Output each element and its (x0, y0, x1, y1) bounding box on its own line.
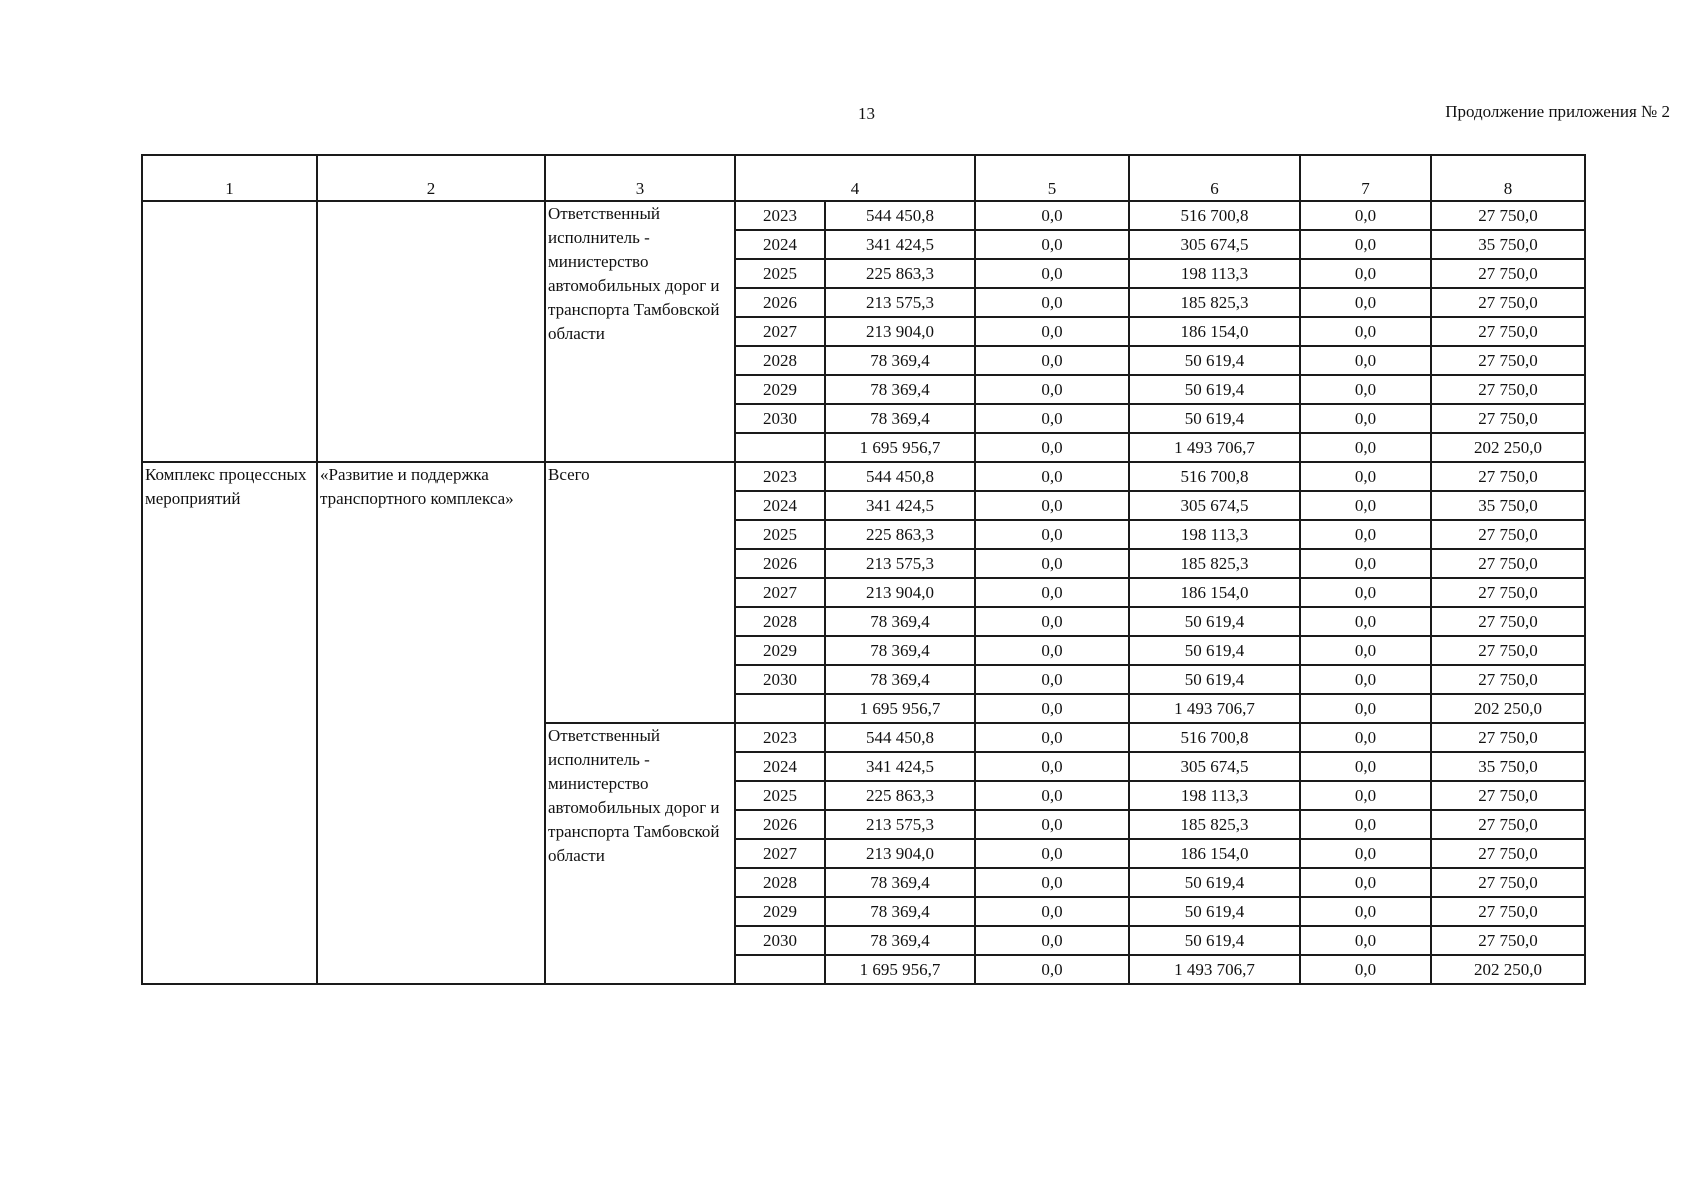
column-7-cell: 0,0 (1300, 317, 1431, 346)
year-cell: 2030 (735, 926, 825, 955)
year-cell (735, 694, 825, 723)
year-cell: 2025 (735, 259, 825, 288)
column-8-cell: 27 750,0 (1431, 288, 1585, 317)
column-7-cell: 0,0 (1300, 433, 1431, 462)
column-7-cell: 0,0 (1300, 230, 1431, 259)
column-8-cell: 27 750,0 (1431, 723, 1585, 752)
column-8-cell: 27 750,0 (1431, 549, 1585, 578)
total-amount-cell: 78 369,4 (825, 665, 975, 694)
total-amount-cell: 213 904,0 (825, 578, 975, 607)
column-6-cell: 50 619,4 (1129, 636, 1300, 665)
column-6-cell: 50 619,4 (1129, 607, 1300, 636)
column-5-cell: 0,0 (975, 433, 1129, 462)
year-cell: 2026 (735, 288, 825, 317)
column-8-cell: 27 750,0 (1431, 259, 1585, 288)
column-8-cell: 27 750,0 (1431, 317, 1585, 346)
column-6-cell: 50 619,4 (1129, 926, 1300, 955)
column-5-cell: 0,0 (975, 694, 1129, 723)
column-8-cell: 27 750,0 (1431, 462, 1585, 491)
column-7-cell: 0,0 (1300, 288, 1431, 317)
total-amount-cell: 213 904,0 (825, 839, 975, 868)
column-6-cell: 50 619,4 (1129, 665, 1300, 694)
column-5-cell: 0,0 (975, 955, 1129, 984)
column-6-cell: 186 154,0 (1129, 578, 1300, 607)
column-number-header-row (142, 155, 1585, 201)
total-amount-cell: 341 424,5 (825, 491, 975, 520)
table-row (142, 201, 1585, 230)
total-amount-cell: 78 369,4 (825, 636, 975, 665)
year-cell: 2029 (735, 636, 825, 665)
column-header: 7 (1300, 155, 1431, 201)
table-row (142, 462, 1585, 491)
total-amount-cell: 78 369,4 (825, 346, 975, 375)
column-6-cell: 1 493 706,7 (1129, 955, 1300, 984)
total-amount-cell: 78 369,4 (825, 375, 975, 404)
column-8-cell: 35 750,0 (1431, 491, 1585, 520)
column-8-cell: 27 750,0 (1431, 607, 1585, 636)
column-5-cell: 0,0 (975, 636, 1129, 665)
total-amount-cell: 78 369,4 (825, 607, 975, 636)
section-name-cell (317, 201, 545, 462)
column-8-cell: 27 750,0 (1431, 897, 1585, 926)
total-amount-cell: 213 575,3 (825, 549, 975, 578)
total-amount-cell: 225 863,3 (825, 259, 975, 288)
column-6-cell: 186 154,0 (1129, 839, 1300, 868)
year-cell (735, 955, 825, 984)
column-8-cell: 35 750,0 (1431, 752, 1585, 781)
column-7-cell: 0,0 (1300, 375, 1431, 404)
total-amount-cell: 213 575,3 (825, 810, 975, 839)
column-8-cell: 27 750,0 (1431, 839, 1585, 868)
column-6-cell: 50 619,4 (1129, 375, 1300, 404)
year-cell: 2024 (735, 491, 825, 520)
column-8-cell: 202 250,0 (1431, 694, 1585, 723)
total-amount-cell: 1 695 956,7 (825, 694, 975, 723)
section-type-cell: Комплекс процессных мероприятий (142, 462, 317, 984)
column-5-cell: 0,0 (975, 375, 1129, 404)
column-6-cell: 1 493 706,7 (1129, 694, 1300, 723)
column-7-cell: 0,0 (1300, 636, 1431, 665)
year-cell: 2023 (735, 201, 825, 230)
column-5-cell: 0,0 (975, 607, 1129, 636)
executor-cell: Всего (545, 462, 735, 723)
column-6-cell: 185 825,3 (1129, 810, 1300, 839)
total-amount-cell: 78 369,4 (825, 404, 975, 433)
column-6-cell: 50 619,4 (1129, 868, 1300, 897)
year-cell (735, 433, 825, 462)
column-5-cell: 0,0 (975, 752, 1129, 781)
total-amount-cell: 544 450,8 (825, 462, 975, 491)
column-7-cell: 0,0 (1300, 665, 1431, 694)
year-cell: 2024 (735, 230, 825, 259)
column-7-cell: 0,0 (1300, 781, 1431, 810)
total-amount-cell: 341 424,5 (825, 752, 975, 781)
column-5-cell: 0,0 (975, 926, 1129, 955)
total-amount-cell: 544 450,8 (825, 201, 975, 230)
column-7-cell: 0,0 (1300, 926, 1431, 955)
column-6-cell: 198 113,3 (1129, 520, 1300, 549)
year-cell: 2028 (735, 868, 825, 897)
column-7-cell: 0,0 (1300, 491, 1431, 520)
column-6-cell: 305 674,5 (1129, 491, 1300, 520)
executor-cell: Ответственный исполнитель - министерство автомобильных дорог и транспорта Тамбовской области (545, 723, 735, 984)
column-8-cell: 27 750,0 (1431, 665, 1585, 694)
column-8-cell: 27 750,0 (1431, 926, 1585, 955)
year-cell: 2026 (735, 810, 825, 839)
column-7-cell: 0,0 (1300, 259, 1431, 288)
column-5-cell: 0,0 (975, 288, 1129, 317)
year-cell: 2024 (735, 752, 825, 781)
column-header: 8 (1431, 155, 1585, 201)
column-6-cell: 50 619,4 (1129, 897, 1300, 926)
table-body (142, 155, 1585, 984)
column-7-cell: 0,0 (1300, 752, 1431, 781)
total-amount-cell: 213 575,3 (825, 288, 975, 317)
total-amount-cell: 1 695 956,7 (825, 433, 975, 462)
column-8-cell: 27 750,0 (1431, 781, 1585, 810)
column-6-cell: 516 700,8 (1129, 201, 1300, 230)
column-6-cell: 198 113,3 (1129, 781, 1300, 810)
column-8-cell: 27 750,0 (1431, 810, 1585, 839)
total-amount-cell: 78 369,4 (825, 868, 975, 897)
column-5-cell: 0,0 (975, 346, 1129, 375)
column-8-cell: 27 750,0 (1431, 346, 1585, 375)
column-5-cell: 0,0 (975, 520, 1129, 549)
section-name-cell: «Развитие и поддержка транспортного комплекса» (317, 462, 545, 984)
column-8-cell: 202 250,0 (1431, 433, 1585, 462)
column-7-cell: 0,0 (1300, 607, 1431, 636)
appendix-continuation-label: Продолжение приложения № 2 (1445, 102, 1670, 121)
column-5-cell: 0,0 (975, 665, 1129, 694)
section-type-cell (142, 201, 317, 462)
column-7-cell: 0,0 (1300, 723, 1431, 752)
column-5-cell: 0,0 (975, 404, 1129, 433)
column-7-cell: 0,0 (1300, 955, 1431, 984)
column-6-cell: 50 619,4 (1129, 346, 1300, 375)
column-7-cell: 0,0 (1300, 549, 1431, 578)
year-cell: 2026 (735, 549, 825, 578)
column-6-cell: 305 674,5 (1129, 752, 1300, 781)
column-header: 5 (975, 155, 1129, 201)
column-6-cell: 516 700,8 (1129, 723, 1300, 752)
column-6-cell: 185 825,3 (1129, 549, 1300, 578)
column-7-cell: 0,0 (1300, 578, 1431, 607)
column-7-cell: 0,0 (1300, 404, 1431, 433)
year-cell: 2029 (735, 375, 825, 404)
column-5-cell: 0,0 (975, 723, 1129, 752)
total-amount-cell: 341 424,5 (825, 230, 975, 259)
year-cell: 2023 (735, 462, 825, 491)
column-8-cell: 27 750,0 (1431, 404, 1585, 433)
column-7-cell: 0,0 (1300, 810, 1431, 839)
column-5-cell: 0,0 (975, 317, 1129, 346)
column-6-cell: 198 113,3 (1129, 259, 1300, 288)
total-amount-cell: 213 904,0 (825, 317, 975, 346)
year-cell: 2027 (735, 839, 825, 868)
column-7-cell: 0,0 (1300, 897, 1431, 926)
total-amount-cell: 225 863,3 (825, 520, 975, 549)
year-cell: 2023 (735, 723, 825, 752)
column-7-cell: 0,0 (1300, 694, 1431, 723)
year-cell: 2027 (735, 578, 825, 607)
year-cell: 2030 (735, 404, 825, 433)
total-amount-cell: 225 863,3 (825, 781, 975, 810)
total-amount-cell: 78 369,4 (825, 926, 975, 955)
column-5-cell: 0,0 (975, 549, 1129, 578)
column-header: 2 (317, 155, 545, 201)
column-5-cell: 0,0 (975, 839, 1129, 868)
column-6-cell: 185 825,3 (1129, 288, 1300, 317)
column-7-cell: 0,0 (1300, 462, 1431, 491)
total-amount-cell: 1 695 956,7 (825, 955, 975, 984)
column-header: 4 (735, 155, 975, 201)
column-6-cell: 1 493 706,7 (1129, 433, 1300, 462)
column-7-cell: 0,0 (1300, 839, 1431, 868)
column-5-cell: 0,0 (975, 810, 1129, 839)
year-cell: 2028 (735, 346, 825, 375)
column-8-cell: 202 250,0 (1431, 955, 1585, 984)
column-5-cell: 0,0 (975, 868, 1129, 897)
column-8-cell: 27 750,0 (1431, 375, 1585, 404)
column-7-cell: 0,0 (1300, 520, 1431, 549)
year-cell: 2029 (735, 897, 825, 926)
budget-table (141, 154, 1586, 985)
column-header: 1 (142, 155, 317, 201)
column-5-cell: 0,0 (975, 897, 1129, 926)
executor-cell: Ответственный исполнитель - министерство автомобильных дорог и транспорта Тамбовской области (545, 201, 735, 462)
column-8-cell: 27 750,0 (1431, 578, 1585, 607)
column-7-cell: 0,0 (1300, 346, 1431, 375)
column-5-cell: 0,0 (975, 781, 1129, 810)
column-6-cell: 186 154,0 (1129, 317, 1300, 346)
column-8-cell: 27 750,0 (1431, 201, 1585, 230)
column-header: 6 (1129, 155, 1300, 201)
page-number: 13 (858, 104, 875, 123)
column-6-cell: 305 674,5 (1129, 230, 1300, 259)
total-amount-cell: 78 369,4 (825, 897, 975, 926)
column-header: 3 (545, 155, 735, 201)
year-cell: 2025 (735, 781, 825, 810)
column-6-cell: 516 700,8 (1129, 462, 1300, 491)
column-5-cell: 0,0 (975, 491, 1129, 520)
total-amount-cell: 544 450,8 (825, 723, 975, 752)
column-5-cell: 0,0 (975, 578, 1129, 607)
column-5-cell: 0,0 (975, 259, 1129, 288)
column-8-cell: 27 750,0 (1431, 636, 1585, 665)
year-cell: 2030 (735, 665, 825, 694)
column-5-cell: 0,0 (975, 201, 1129, 230)
column-7-cell: 0,0 (1300, 201, 1431, 230)
column-7-cell: 0,0 (1300, 868, 1431, 897)
column-5-cell: 0,0 (975, 462, 1129, 491)
column-8-cell: 35 750,0 (1431, 230, 1585, 259)
year-cell: 2028 (735, 607, 825, 636)
column-6-cell: 50 619,4 (1129, 404, 1300, 433)
year-cell: 2027 (735, 317, 825, 346)
year-cell: 2025 (735, 520, 825, 549)
column-5-cell: 0,0 (975, 230, 1129, 259)
column-8-cell: 27 750,0 (1431, 520, 1585, 549)
column-8-cell: 27 750,0 (1431, 868, 1585, 897)
